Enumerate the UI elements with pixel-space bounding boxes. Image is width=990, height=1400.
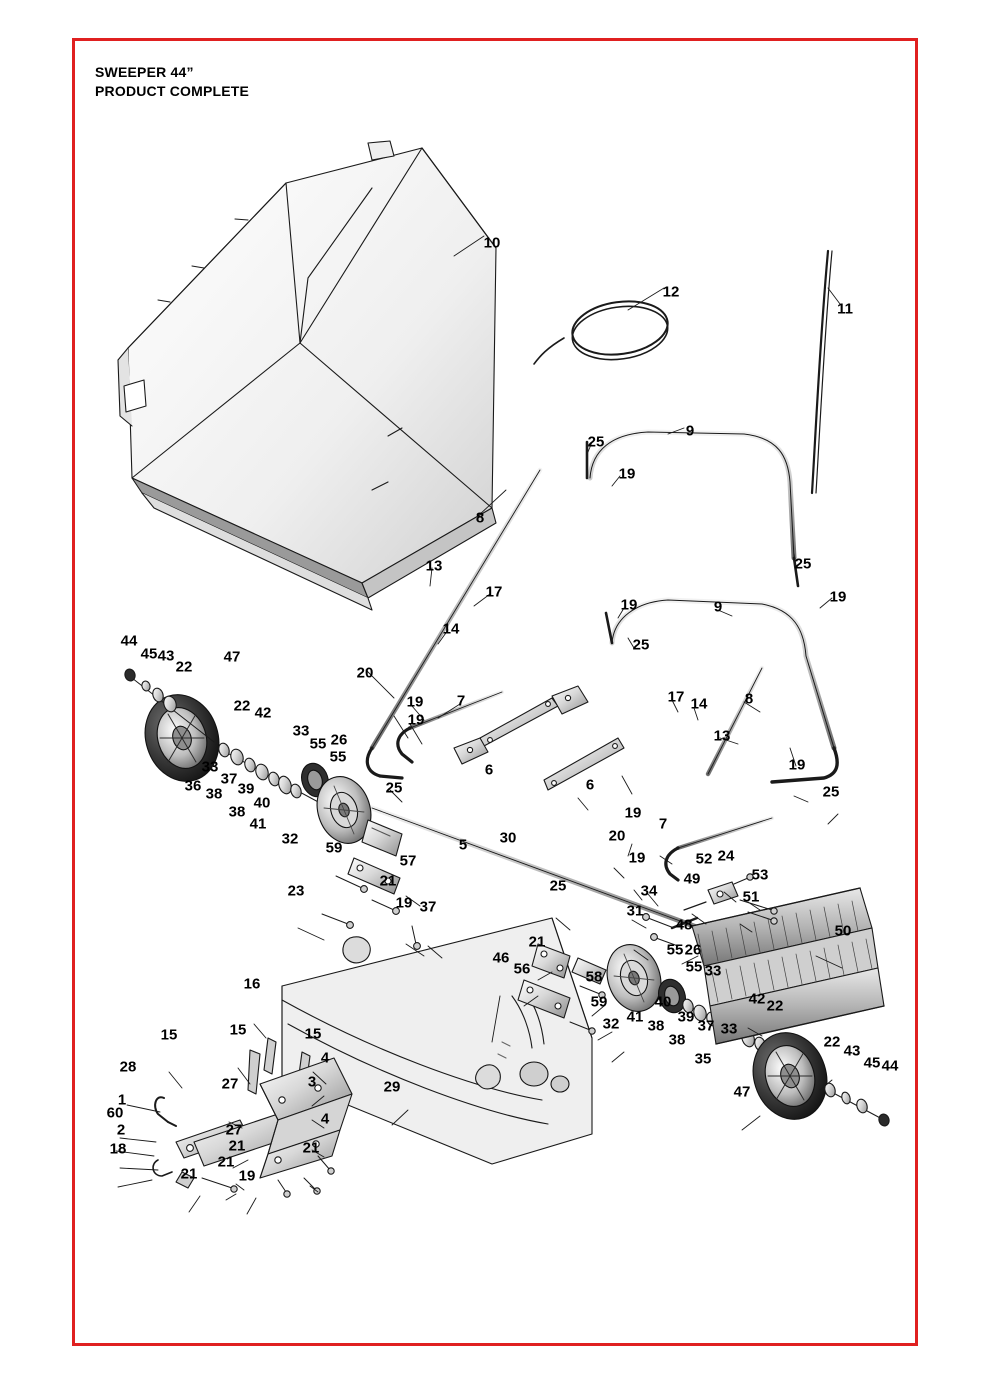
long-rod-11 <box>812 251 832 493</box>
callout-number: 21 <box>180 1165 198 1183</box>
callout-number: 46 <box>492 949 510 967</box>
callout-number: 32 <box>602 1015 620 1033</box>
callout-number: 18 <box>109 1140 127 1158</box>
callout-number: 38 <box>228 803 246 821</box>
callout-number: 25 <box>632 636 650 654</box>
callout-number: 55 <box>329 748 347 766</box>
callout-number: 50 <box>834 922 852 940</box>
callout-number: 39 <box>237 780 255 798</box>
cross-rail-6-upper <box>480 698 558 746</box>
callout-number: 32 <box>281 830 299 848</box>
frame-tube-8-right <box>708 668 762 774</box>
callout-number: 37 <box>419 898 437 916</box>
callout-number: 12 <box>662 283 680 301</box>
callout-number: 19 <box>620 596 638 614</box>
callout-number: 19 <box>406 693 424 711</box>
callout-number: 45 <box>140 645 158 663</box>
callout-number: 15 <box>304 1025 322 1043</box>
callout-number: 21 <box>228 1137 246 1155</box>
callout-number: 47 <box>223 648 241 666</box>
callout-number: 14 <box>690 695 708 713</box>
callout-number: 19 <box>238 1167 256 1185</box>
title-line-1: SWEEPER 44” <box>95 64 194 80</box>
callout-number: 19 <box>788 756 806 774</box>
callout-number: 33 <box>201 758 219 776</box>
callout-number: 25 <box>587 433 605 451</box>
callout-number: 51 <box>742 888 760 906</box>
callout-number: 37 <box>697 1017 715 1035</box>
callout-number: 38 <box>205 785 223 803</box>
callout-number: 41 <box>626 1008 644 1026</box>
callout-number: 55 <box>309 735 327 753</box>
callout-number: 33 <box>704 962 722 980</box>
callout-number: 60 <box>106 1104 124 1122</box>
callout-number: 16 <box>243 975 261 993</box>
callout-number: 30 <box>499 829 517 847</box>
callout-number: 53 <box>751 866 769 884</box>
lower-handle-9b <box>606 596 837 782</box>
callout-number: 22 <box>233 697 251 715</box>
callout-number: 21 <box>217 1153 235 1171</box>
callout-number: 9 <box>685 422 695 440</box>
callout-number: 4 <box>320 1049 330 1067</box>
callout-number: 28 <box>119 1058 137 1076</box>
callout-number: 19 <box>407 711 425 729</box>
callout-number: 29 <box>383 1078 401 1096</box>
callout-number: 39 <box>677 1008 695 1026</box>
callout-number: 21 <box>302 1139 320 1157</box>
callout-number: 19 <box>618 465 636 483</box>
callout-number: 8 <box>744 690 754 708</box>
callout-number: 22 <box>175 658 193 676</box>
callout-number: 43 <box>157 647 175 665</box>
callout-number: 27 <box>225 1121 243 1139</box>
callout-number: 55 <box>685 958 703 976</box>
callout-number: 9 <box>713 598 723 616</box>
callout-number: 21 <box>528 933 546 951</box>
callout-number: 48 <box>675 916 693 934</box>
upper-handle-9 <box>587 432 798 586</box>
callout-number: 19 <box>829 588 847 606</box>
callout-number: 44 <box>120 632 138 650</box>
callout-number: 57 <box>399 852 417 870</box>
callout-number: 13 <box>713 727 731 745</box>
callout-number: 6 <box>585 776 595 794</box>
callout-number: 19 <box>628 849 646 867</box>
callout-number: 52 <box>695 850 713 868</box>
callout-number: 17 <box>485 583 503 601</box>
callout-number: 4 <box>320 1110 330 1128</box>
callout-number: 36 <box>184 777 202 795</box>
cross-rail-6-lower <box>544 738 624 790</box>
callout-number: 7 <box>456 692 466 710</box>
callout-number: 5 <box>458 836 468 854</box>
callout-number: 10 <box>483 234 501 252</box>
callout-number: 25 <box>549 877 567 895</box>
callout-number: 43 <box>843 1042 861 1060</box>
callout-number: 47 <box>733 1083 751 1101</box>
callout-number: 21 <box>379 872 397 890</box>
callout-number: 33 <box>292 722 310 740</box>
callout-number: 19 <box>395 894 413 912</box>
callout-number: 25 <box>794 555 812 573</box>
callout-number: 25 <box>822 783 840 801</box>
callout-number: 22 <box>766 997 784 1015</box>
callout-number: 14 <box>442 620 460 638</box>
callout-number: 40 <box>654 993 672 1011</box>
callout-number: 8 <box>475 509 485 527</box>
callout-number: 59 <box>590 993 608 1011</box>
callout-number: 35 <box>694 1050 712 1068</box>
callout-number: 34 <box>640 882 658 900</box>
callout-number: 38 <box>668 1031 686 1049</box>
callout-number: 24 <box>717 847 735 865</box>
callout-number: 2 <box>116 1121 126 1139</box>
title-line-2: PRODUCT COMPLETE <box>95 82 250 99</box>
axle-hardware-right <box>823 1082 891 1127</box>
frame-plate-upper <box>552 686 588 714</box>
callout-number: 20 <box>356 664 374 682</box>
callout-number: 19 <box>624 804 642 822</box>
callout-number: 27 <box>221 1075 239 1093</box>
callout-number: 44 <box>881 1057 899 1075</box>
callout-number: 17 <box>667 688 685 706</box>
callout-number: 26 <box>684 941 702 959</box>
callout-number: 42 <box>748 990 766 1008</box>
callout-number: 41 <box>249 815 267 833</box>
fastener-group-left <box>322 872 420 949</box>
callout-number: 22 <box>823 1033 841 1051</box>
callout-number: 31 <box>626 902 644 920</box>
callout-number: 38 <box>647 1017 665 1035</box>
callout-number: 33 <box>720 1020 738 1038</box>
callout-number: 1 <box>117 1091 127 1109</box>
callout-number: 11 <box>837 300 853 318</box>
callout-number: 37 <box>220 770 238 788</box>
callout-number: 6 <box>484 761 494 779</box>
callout-number: 20 <box>608 827 626 845</box>
callout-number: 59 <box>325 839 343 857</box>
callout-number: 56 <box>513 960 531 978</box>
callout-number: 15 <box>160 1026 178 1044</box>
callout-number: 23 <box>287 882 305 900</box>
callout-number: 55 <box>666 941 684 959</box>
callout-number: 42 <box>254 704 272 722</box>
callout-number: 58 <box>585 968 603 986</box>
callout-number: 7 <box>658 815 668 833</box>
callout-number: 40 <box>253 794 271 812</box>
belt-12 <box>534 296 671 366</box>
callout-number: 45 <box>863 1054 881 1072</box>
callout-number: 3 <box>307 1073 317 1091</box>
callout-number: 13 <box>425 557 443 575</box>
callout-number: 15 <box>229 1021 247 1039</box>
callout-number: 49 <box>683 870 701 888</box>
hopper-bag-10 <box>118 141 496 610</box>
callout-number: 26 <box>330 731 348 749</box>
callout-number: 25 <box>385 779 403 797</box>
